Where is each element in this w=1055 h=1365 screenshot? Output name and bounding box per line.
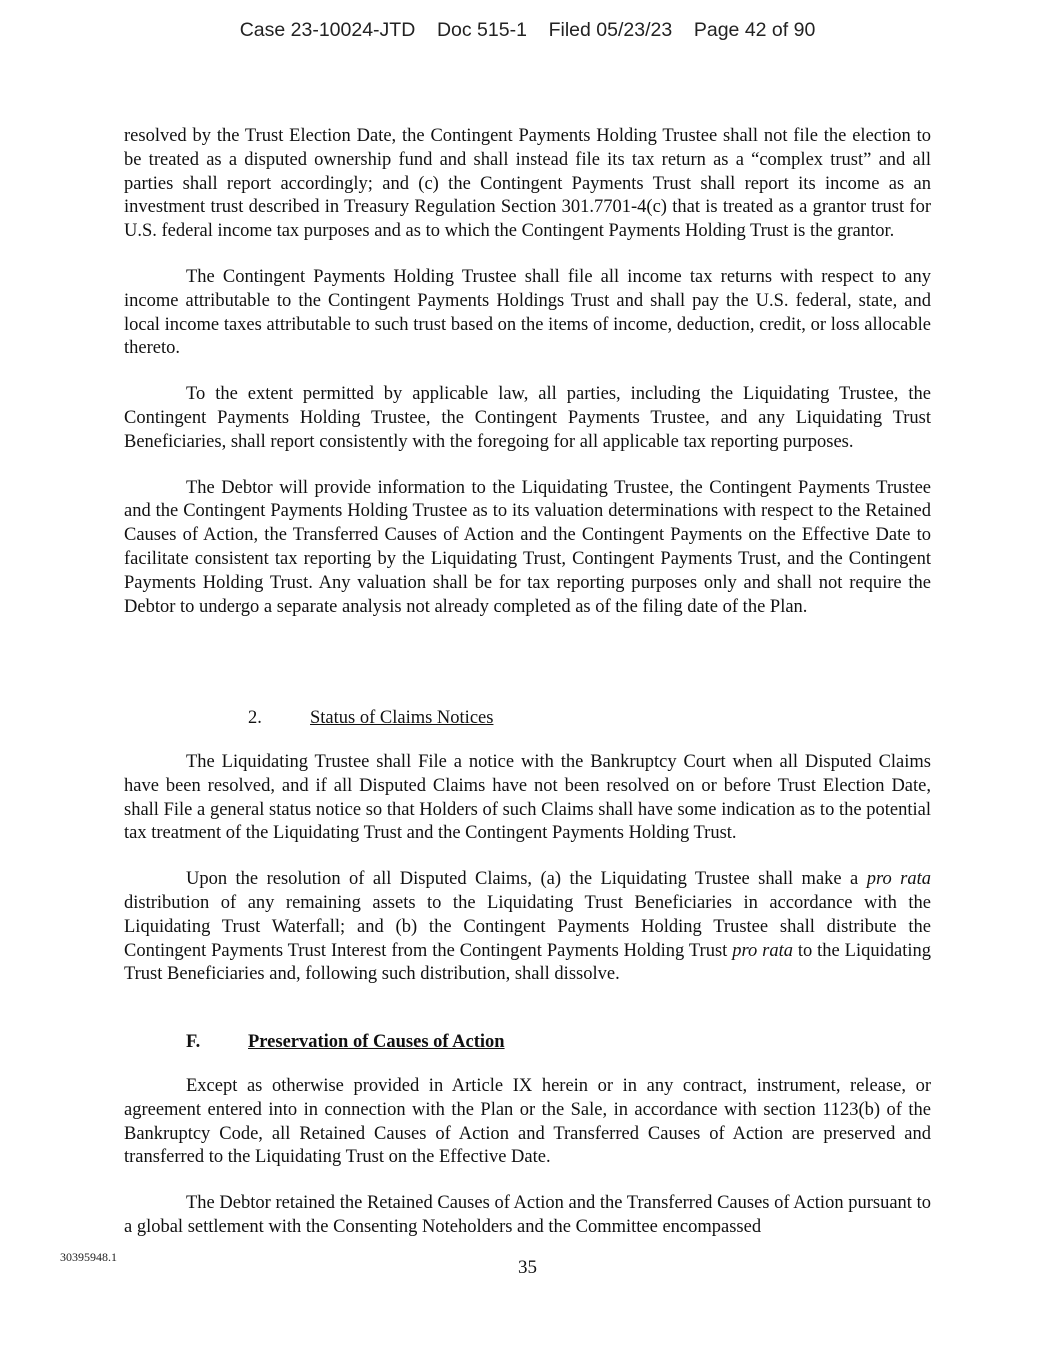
section-block-1 — [124, 125, 931, 619]
paragraph: The Debtor will provide information to the Liquidating Trustee, the Contingent Payments Trustee and the Contingent Payments Holding Trustee as to its valuation determinations with respect to the Retained Causes of Action, the Transferred Causes of Action and the Contingent Payments on the Effective Date to facilitate consistent tax reporting by the Liquidating Trust, Contingent Payments Trust, and the Contingent Payments Holding Trust. Any valuation shall be for tax reporting purposes only and shall not require the Debtor to undergo a separate analysis not already completed as of the filing date of the Plan. — [124, 477, 931, 617]
court-filing-header: Case 23-10024-JTD Doc 515-1 Filed 05/23/23 Page 42 of 90 — [239, 19, 816, 41]
paragraph: resolved by the Trust Election Date, the Contingent Payments Holding Trustee shall not file the election to be treated as a disputed ownership fund and shall instead file its tax return as a “complex trust” and all parties shall report accordingly; and (c) the Contingent Payments Trust shall report its income as an investment trust described in Treasury Regulation Section 301.7701-4(c) that is treated as a grantor trust for U.S. federal income tax purposes and as to which the Contingent Payments Holding Trust is the grantor. — [124, 126, 931, 242]
subsection-title: Status of Claims Notices — [310, 708, 494, 728]
section-title: Preservation of Causes of Action — [248, 1032, 505, 1052]
document-id: 30395948.1 — [60, 1250, 117, 1264]
section-block-3 — [124, 1075, 931, 1240]
paragraph: To the extent permitted by applicable law, all parties, including the Liquidating Trustee, the Contingent Payments Holding Trustee, the Contingent Payments Trustee, and any Liquidating Trust Beneficiaries, shall report consistently with the foregoing for all applicable tax reporting purposes. — [124, 384, 931, 452]
section-block-2 — [124, 751, 931, 987]
paragraph: Except as otherwise provided in Article IX herein or in any contract, instrument, release, or agreement entered into in connection with the Plan or the Sale, in accordance with section 1123(b) of the Bankruptcy Code, all Retained Causes of Action and Transferred Causes of Action are preserved and transferred to the Liquidating Trust on the Effective Date. — [124, 1076, 931, 1168]
section-number: F. — [186, 1032, 201, 1052]
paragraph: The Contingent Payments Holding Trustee shall file all income tax returns with respect to any income attributable to the Contingent Payments Holdings Trust and shall pay the U.S. federal, state, and local income taxes attributable to such trust based on the items of income, deduction, credit, or loss allocable thereto. — [124, 266, 931, 359]
paragraph: Upon the resolution of all Disputed Claims, (a) the Liquidating Trustee shall make a pro rata distribution of any remaining assets to the Liquidating Trust Beneficiaries in accordance with the Liquidating Trust Waterfall; and (b) the Contingent Payments Holding Trustee shall distribute the Contingent Payments Trust Interest from the Contingent Payments Holding Trust pro rata to the Liquidating Trust Beneficiaries and, following such distribution, shall dissolve. — [124, 869, 931, 985]
page-number: 35 — [518, 1257, 537, 1278]
paragraph: The Liquidating Trustee shall File a notice with the Bankruptcy Court when all Disputed Claims have been resolved, and if all Disputed Claims have not been resolved on or before Trust Election Date, shall File a general status notice so that Holders of such Claims shall have some indication as to the potential tax treatment of the Liquidating Trust and the Contingent Payments Holding Trust. — [124, 752, 931, 844]
paragraph: The Debtor retained the Retained Causes of Action and the Transferred Causes of Action pursuant to a global settlement with the Consenting Noteholders and the Committee encompassed — [124, 1193, 931, 1237]
subsection-number: 2. — [248, 708, 262, 728]
